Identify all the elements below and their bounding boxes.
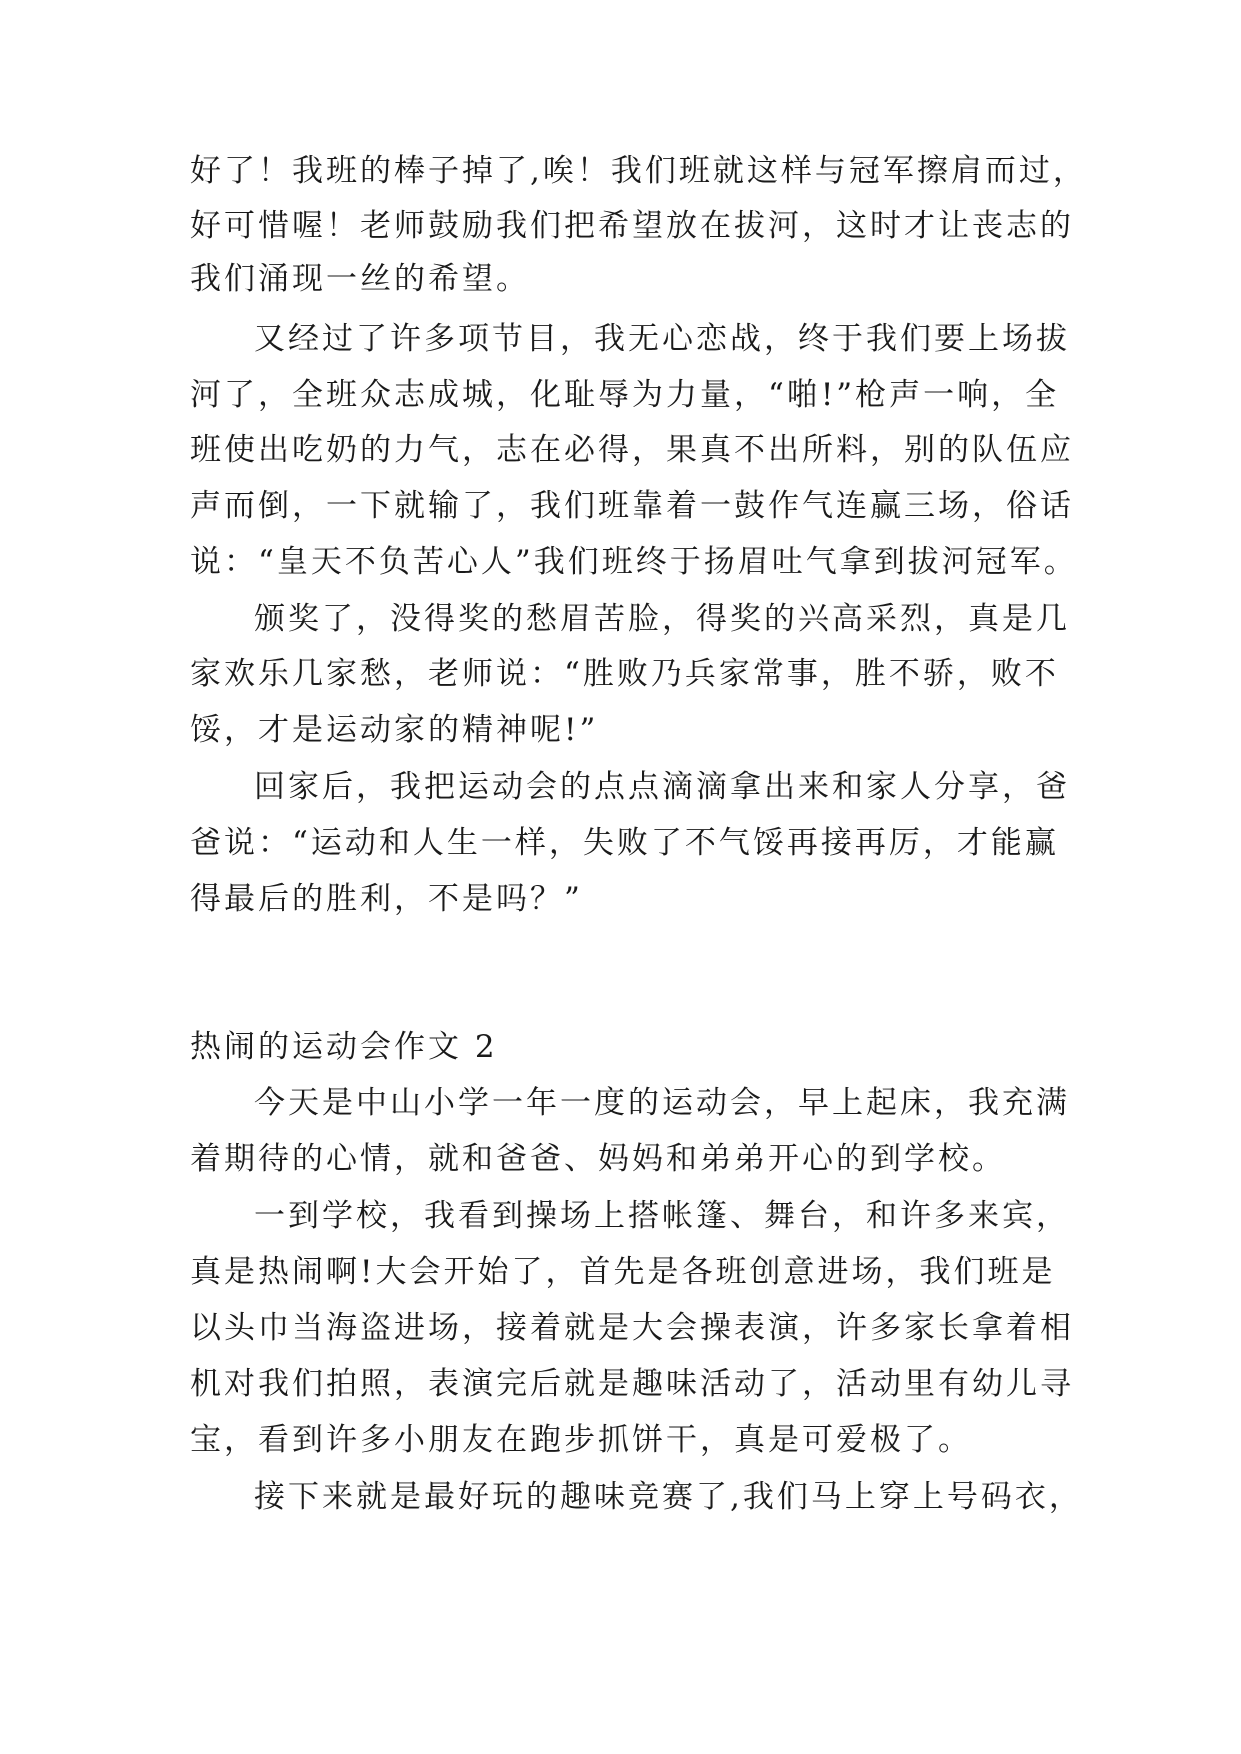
text-line: 班使出吃奶的力气，志在必得，果真不出所料，别的队伍应 bbox=[190, 432, 1074, 468]
text-line: 又经过了许多项节目，我无心恋战，终于我们要上场拔 bbox=[254, 321, 1070, 357]
text-line: 今天是中山小学一年一度的运动会，早上起床，我充满 bbox=[254, 1085, 1070, 1121]
text-line: 一到学校，我看到操场上搭帐篷、舞台，和许多来宾， bbox=[254, 1198, 1070, 1234]
text-line: 爸说：“运动和人生一样，失败了不气馁再接再厉，才能赢 bbox=[190, 825, 1059, 861]
text-line: 以头巾当海盗进场，接着就是大会操表演，许多家长拿着相 bbox=[190, 1310, 1074, 1346]
text-line: 着期待的心情，就和爸爸、妈妈和弟弟开心的到学校。 bbox=[190, 1141, 1006, 1177]
text-line: 真是热闹啊!大会开始了，首先是各班创意进场，我们班是 bbox=[190, 1254, 1056, 1290]
text-line: 馁，才是运动家的精神呢!” bbox=[190, 712, 599, 748]
text-line: 河了，全班众志成城，化耻辱为力量，“啪!”枪声一响，全 bbox=[190, 377, 1060, 413]
text-line: 得最后的胜利，不是吗？” bbox=[190, 881, 583, 917]
text-line: 声而倒，一下就输了，我们班靠着一鼓作气连赢三场，俗话 bbox=[190, 488, 1074, 524]
text-line: 好可惜喔！老师鼓励我们把希望放在拔河，这时才让丧志的 bbox=[190, 208, 1074, 244]
text-line: 好了！我班的棒子掉了,唉！我们班就这样与冠军擦肩而过， bbox=[190, 153, 1087, 189]
text-line: 我们涌现一丝的希望。 bbox=[190, 261, 530, 297]
section-heading: 热闹的运动会作文 2 bbox=[190, 1029, 498, 1065]
text-line: 颁奖了，没得奖的愁眉苦脸，得奖的兴高采烈，真是几 bbox=[254, 601, 1070, 637]
text-line: 说：“皇天不负苦心人”我们班终于扬眉吐气拿到拔河冠军。 bbox=[190, 544, 1078, 580]
text-line: 回家后，我把运动会的点点滴滴拿出来和家人分享，爸 bbox=[254, 769, 1070, 805]
text-line: 接下来就是最好玩的趣味竞赛了,我们马上穿上号码衣， bbox=[254, 1479, 1083, 1515]
text-line: 宝，看到许多小朋友在跑步抓饼干，真是可爱极了。 bbox=[190, 1422, 972, 1458]
text-line: 机对我们拍照，表演完后就是趣味活动了，活动里有幼儿寻 bbox=[190, 1366, 1074, 1402]
text-line: 家欢乐几家愁，老师说：“胜败乃兵家常事，胜不骄，败不 bbox=[190, 656, 1059, 692]
